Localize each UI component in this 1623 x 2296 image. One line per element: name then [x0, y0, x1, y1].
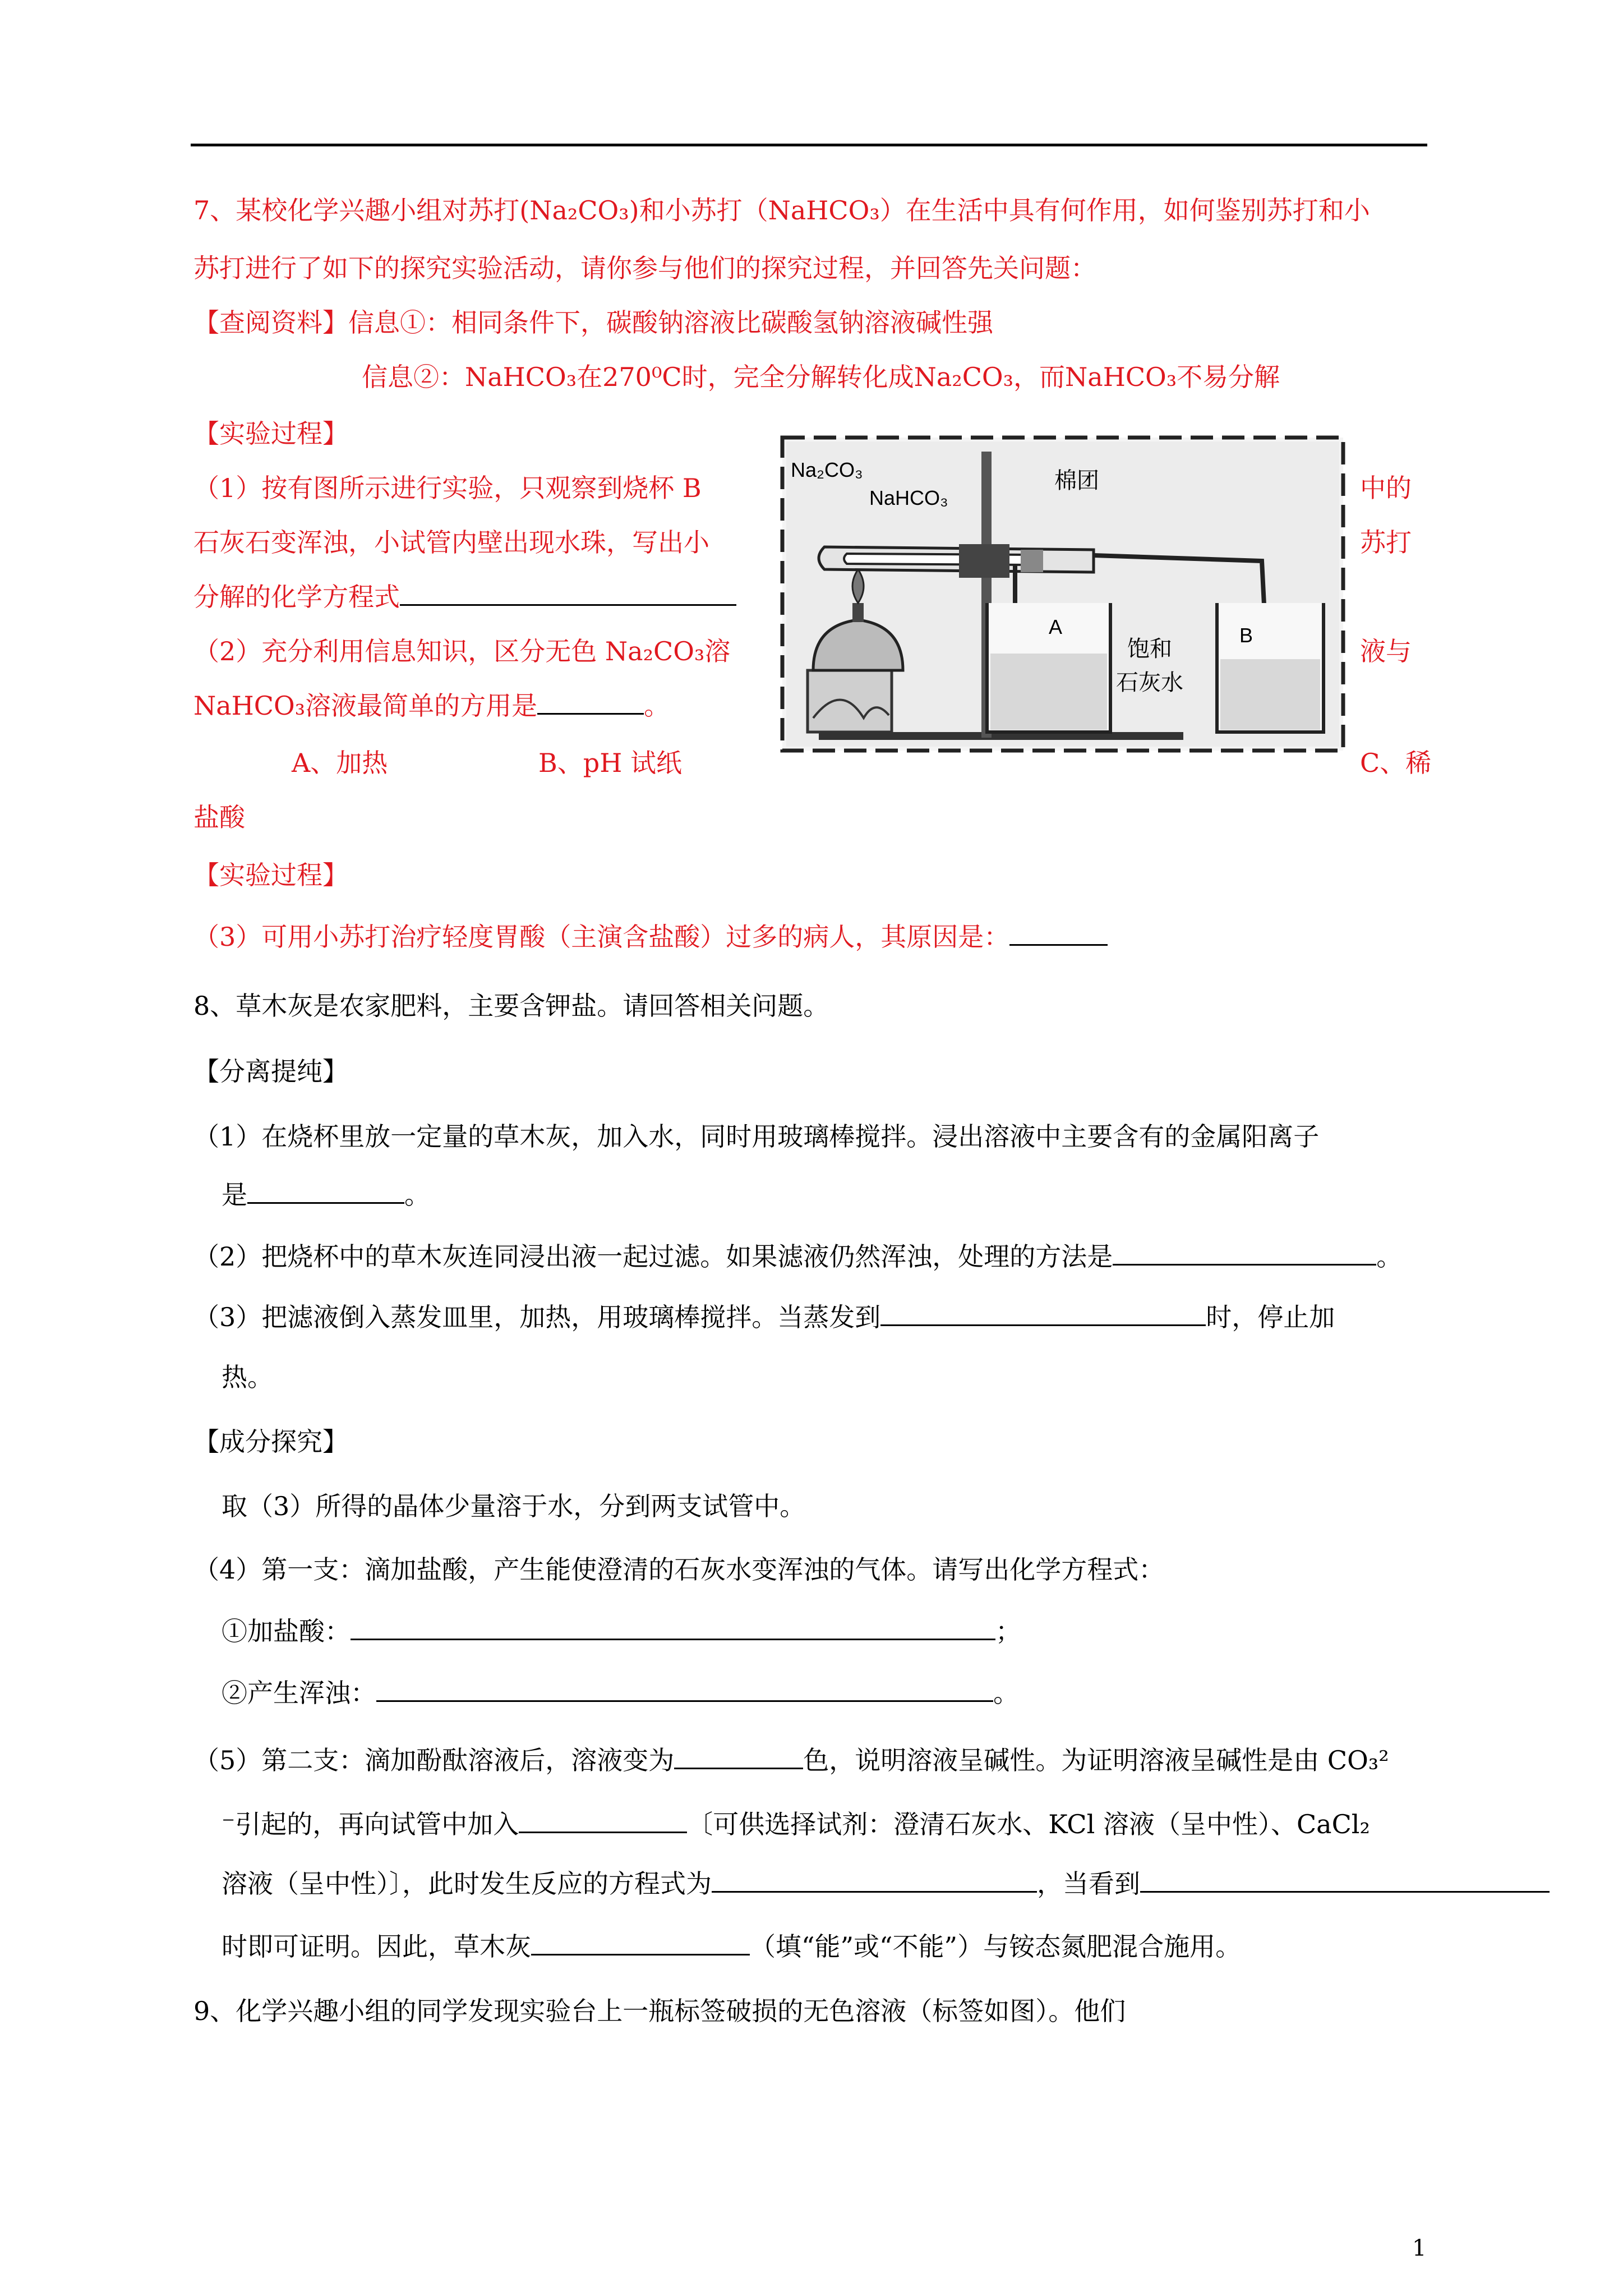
answer-blank[interactable] — [376, 1700, 993, 1702]
q8-c4b — [222, 1676, 1019, 1710]
q7-p2-line2 — [193, 689, 670, 723]
answer-blank[interactable] — [247, 1202, 404, 1204]
q8-s1-line2 — [222, 1178, 430, 1212]
q7-p2-line1: （2）充分利用信息知识，区分无色 Na₂CO₃溶 — [193, 636, 731, 666]
q7-p1-line3 — [193, 580, 736, 614]
q8-separation-heading: 【分离提纯】 — [193, 1056, 348, 1087]
q8-c5-line1 — [193, 1743, 1389, 1777]
q7-intro-line2: 苏打进行了如下的探究实验活动，请你参与他们的探究过程，并回答先关问题： — [193, 253, 1096, 283]
q7-p2-line1-right: 液与 — [1360, 636, 1412, 666]
c5a-prompt: （5）第二支：滴加酚酞溶液后，溶液变为 — [193, 1745, 675, 1775]
c5a-mid: 色，说明溶液呈碱性。为证明溶液呈碱性是由 CO₃² — [803, 1745, 1389, 1775]
c5b-prompt: ⁻引起的，再向试管中加入 — [222, 1809, 519, 1839]
p1-prompt: 分解的化学方程式 — [193, 582, 400, 612]
q7-option-c: C、稀 — [1360, 748, 1432, 778]
burner-block — [808, 670, 892, 732]
q7-p1-line2: 石灰石变浑浊，小试管内壁出现水珠，写出小 — [193, 527, 709, 558]
answer-blank[interactable] — [531, 1954, 750, 1955]
q8-c5-line2 — [222, 1807, 1370, 1841]
page-number: 1 — [1412, 2235, 1427, 2261]
answer-blank[interactable] — [1140, 1891, 1550, 1893]
s3-prompt: （3）把滤液倒入蒸发皿里，加热，用玻璃棒搅拌。当蒸发到 — [193, 1302, 881, 1332]
s1-end: 。 — [404, 1180, 430, 1210]
c5c-mid: ，当看到 — [1037, 1869, 1140, 1899]
info-1: 信息①：相同条件下，碳酸钠溶液比碳酸氢钠溶液碱性强 — [348, 307, 993, 338]
c5c-prompt: 溶液（呈中性）〕，此时发生反应的方程式为 — [222, 1869, 712, 1899]
q7-p3 — [193, 920, 1108, 954]
q7-option-a: A、加热 — [292, 748, 388, 778]
s3-end: 时，停止加 — [1206, 1302, 1335, 1332]
q7-option-b: B、pH 试纸 — [538, 748, 682, 778]
answer-blank[interactable] — [1009, 944, 1108, 946]
q8-s1-line1: （1）在烧杯里放一定量的草木灰，加入水，同时用玻璃棒搅拌。浸出溶液中主要含有的金属阳离子 — [193, 1121, 1320, 1152]
answer-blank[interactable] — [519, 1832, 687, 1833]
c4a-end: ； — [995, 1616, 1021, 1646]
info-heading: 【查阅资料】 — [193, 307, 348, 338]
label-saturated: 饱和 — [1127, 636, 1172, 662]
q7-process-heading-2: 【实验过程】 — [193, 860, 348, 890]
answer-blank[interactable] — [674, 1768, 803, 1769]
c5d-end: （填“能”或“不能”）与铵态氮肥混合施用。 — [750, 1931, 1242, 1962]
label-na2co3: Na₂CO₃ — [791, 458, 863, 481]
q8-c-intro: 取（3）所得的晶体少量溶于水，分到两支试管中。 — [222, 1491, 806, 1521]
s2-prompt: （2）把烧杯中的草木灰连同浸出液一起过滤。如果滤液仍然浑浊，处理的方法是 — [193, 1241, 1113, 1272]
q7-p1-line2-right: 苏打 — [1360, 527, 1412, 558]
q7-intro-line1: 7、某校化学兴趣小组对苏打(Na₂CO₃)和小苏打（NaHCO₃）在生活中具有何作用，如何鉴别苏打和小 — [193, 195, 1370, 226]
q7-p1-line1-right: 中的 — [1360, 473, 1412, 503]
label-a: A — [1049, 615, 1063, 638]
c4b-end: 。 — [993, 1678, 1019, 1708]
s2-end: 。 — [1376, 1241, 1403, 1272]
answer-blank[interactable] — [1113, 1264, 1376, 1266]
c4a-prompt: ①加盐酸： — [222, 1616, 351, 1646]
label-nahco3: NaHCO₃ — [869, 486, 948, 509]
q9-intro: 9、化学兴趣小组的同学发现实验台上一瓶标签破损的无色溶液（标签如图）。他们 — [193, 1996, 1126, 2026]
q8-intro: 8、草木灰是农家肥料，主要含钾盐。请回答相关问题。 — [193, 991, 829, 1021]
q7-info-line2: 信息②：NaHCO₃在270⁰C时，完全分解转化成Na₂CO₃，而NaHCO₃不易分解 — [362, 362, 1280, 392]
s1-prompt: 是 — [222, 1180, 247, 1210]
q8-c4: （4）第一支：滴加盐酸，产生能使澄清的石灰水变浑浊的气体。请写出化学方程式： — [193, 1554, 1165, 1585]
q8-s2 — [193, 1240, 1402, 1273]
label-b: B — [1239, 624, 1253, 647]
q7-p1-line1: （1）按有图所示进行实验，只观察到烧杯 B — [193, 473, 702, 503]
apparatus-figure — [780, 435, 1346, 753]
q7-process-heading: 【实验过程】 — [193, 418, 348, 449]
p2-end: 。 — [644, 691, 670, 721]
p2-prompt: NaHCO₃溶液最简单的方用是 — [193, 691, 538, 721]
cotton — [1021, 550, 1043, 572]
c4b-prompt: ②产生浑浊： — [222, 1678, 376, 1708]
q7-option-c-cont: 盐酸 — [193, 802, 245, 832]
answer-blank[interactable] — [537, 713, 644, 715]
label-limewater: 石灰水 — [1116, 670, 1183, 696]
answer-blank[interactable] — [351, 1639, 995, 1640]
q8-composition-heading: 【成分探究】 — [193, 1427, 348, 1457]
header-rule — [191, 144, 1427, 146]
c5d-prompt: 时即可证明。因此，草木灰 — [222, 1931, 531, 1962]
q8-c4a — [222, 1614, 1021, 1648]
answer-blank[interactable] — [880, 1324, 1206, 1326]
answer-blank[interactable] — [400, 604, 736, 606]
label-cotton: 棉团 — [1054, 468, 1099, 494]
q7-info-line1 — [193, 306, 993, 339]
q8-c5-line4 — [222, 1930, 1241, 1963]
q8-c5-line3 — [222, 1867, 1550, 1901]
q8-s3-line1 — [193, 1300, 1335, 1334]
p3-prompt: （3）可用小苏打治疗轻度胃酸（主演含盐酸）过多的病人，其原因是： — [193, 922, 1010, 952]
q8-s3-line2: 热。 — [222, 1362, 273, 1392]
answer-blank[interactable] — [712, 1891, 1037, 1893]
clamp — [959, 544, 1009, 578]
c5b-end: 〔可供选择试剂：澄清石灰水、KCl 溶液（呈中性）、CaCl₂ — [687, 1809, 1370, 1839]
